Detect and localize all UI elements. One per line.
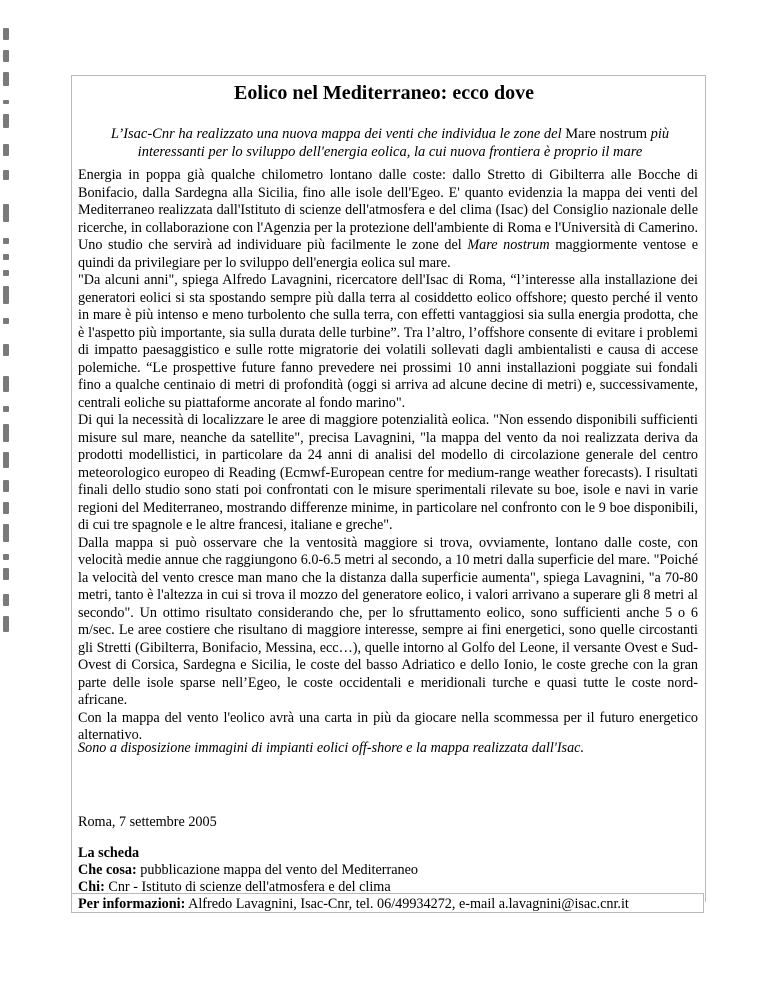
paragraph-1-text-b: maggiormente ventose e quindi da privilegiare per lo sviluppo dell'energia eolica sul mare. bbox=[78, 237, 698, 271]
paragraph-1-text-a: Energia in poppa già qualche chilometro lontano dalle coste: dallo Stretto di Gibilterra alle Bocche di Bonifacio, dalla Sardegna alla Sicilia, fino alle isole dell'Egeo. E' quanto evidenzia la mappa dei venti del Mediterraneo realizzata dall'Istituto di scienze dell'atmosfera e del clima (Isac) del Consiglio nazionale delle ricerche, in collaborazione con l'Agenzia per la protezione dell'ambiente di Roma e l'Università di Camerino. Uno studio che servirà ad individuare più facilmente le zone del bbox=[78, 167, 698, 253]
contact-info bbox=[71, 893, 704, 913]
info-value: Alfredo Lavagnini, Isac-Cnr, tel. 06/49934272, e-mail a.lavagnini@isac.cnr.it bbox=[185, 896, 629, 912]
who-value: Cnr - Istituto di scienze dell'atmosfera e del clima bbox=[104, 879, 391, 895]
availability-note: Sono a disposizione immagini di impianti eolici off-shore e la mappa realizzata dall'Isac. bbox=[78, 740, 585, 756]
document-subtitle bbox=[110, 125, 670, 161]
article-body bbox=[78, 167, 698, 745]
what-value: pubblicazione mappa del vento del Mediterraneo bbox=[136, 862, 418, 878]
document-title: Eolico nel Mediterraneo: ecco dove bbox=[234, 82, 534, 104]
subtitle-part2: più interessanti per lo sviluppo dell'energia eolica, la cui nuova frontiera è proprio il mare bbox=[137, 126, 670, 160]
subtitle-upright: Mare nostrum bbox=[565, 126, 647, 142]
paragraph-1-italic: Mare nostrum bbox=[467, 237, 550, 253]
who-label: Chi: bbox=[78, 879, 105, 895]
paragraph-5: Con la mappa del vento l'eolico avrà una carta in più da giocare nella scommessa per il futuro energetico alternativo. bbox=[78, 709, 698, 743]
paragraph-4: Dalla mappa si può osservare che la ventosità maggiore si trova, ovviamente, lontano dalle coste, con velocità medie annue che raggiungono 6.0-6.5 metri al secondo, a 10 metri dalla superficie del mare. "Poiché la velocità del vento cresce man mano che la distanza dalla superficie aumenta", spiega Lavagnini, "a 70-80 metri, tanto è l'altezza in cui si trova il mozzo del generatore eolico, i valori arrivano a superare gli 8 metri al secondo". Un ottimo risultato considerando che, per lo sfruttamento eolico, sono sufficienti anche 5 o 6 m/sec. Le aree costiere che risultano di maggiore interesse, sempre ai fini energetici, sono quelle circostanti gli Stretti (Gibilterra, Bonifacio, Messina, ecc…), quelle intorno al Golfo del Leone, il versante Ovest e Sud-Ovest di Corsica, Sardegna e Sicilia, le coste del basso Adriatico e dello Ionio, le coste greche con la gran parte delle isole sparse nell’Egeo, le coste occidentali e meridionali turche e quasi tutte le coste nord-africane. bbox=[78, 534, 698, 708]
fact-sheet bbox=[78, 845, 698, 896]
fact-sheet-heading: La scheda bbox=[78, 845, 140, 861]
info-label: Per informazioni: bbox=[78, 896, 186, 912]
paragraph-1 bbox=[78, 167, 698, 272]
what-label: Che cosa: bbox=[78, 862, 137, 878]
paragraph-2: "Da alcuni anni", spiega Alfredo Lavagnini, ricercatore dell'Isac di Roma, “l’interesse alla installazione dei generatori eolici si sta spostando sempre più dalla terra al cosiddetto eolico offshore; questo perché il vento in mare è più intenso e meno turbolento che sulla terra, con effetti vantaggiosi sia sulla energia prodotta, che è l'aspetto più importante, sia sulla durata delle turbine”. Tra l’altro, l’offshore consente di evitare i problemi di impatto paesaggistico e sulle rotte migratorie dei volatili sollevati dagli ambientalisti e causa di accese polemiche. “Le prospettive future fanno prevedere nei prossimi 10 anni installazioni poggiate sui fondali fino a qualche centinaio di metri di profondità (oggi si arriva ad alcune decine di metri) e, successivamente, centrali eoliche su piattaforme ancorate al fondo marino". bbox=[78, 272, 698, 411]
subtitle-part1: L’Isac-Cnr ha realizzato una nuova mappa dei venti che individua le zone del bbox=[110, 126, 566, 142]
dateline: Roma, 7 settembre 2005 bbox=[78, 814, 217, 830]
paragraph-3: Di qui la necessità di localizzare le aree di maggiore potenzialità eolica. "Non essendo disponibili sufficienti misure sul mare, neanche da satellite", precisa Lavagnini, "la mappa del vento da noi realizzata deriva da prodotti modellistici, in particolare da 24 anni di analisi del modello di circolazione generale del centro meteorologico europeo di Reading (Ecmwf-European centre for medium-range weather forecasts). I risultati finali dello studio sono stati poi confrontati con le misure sperimentali rilevate su boe, isole e navi in varie regioni del Mediterraneo, mostrando differenze minime, in particolare nel confronto con le 9 boe disponibili, di cui tre spagnole e le altre francesi, italiane e greche". bbox=[78, 412, 698, 533]
